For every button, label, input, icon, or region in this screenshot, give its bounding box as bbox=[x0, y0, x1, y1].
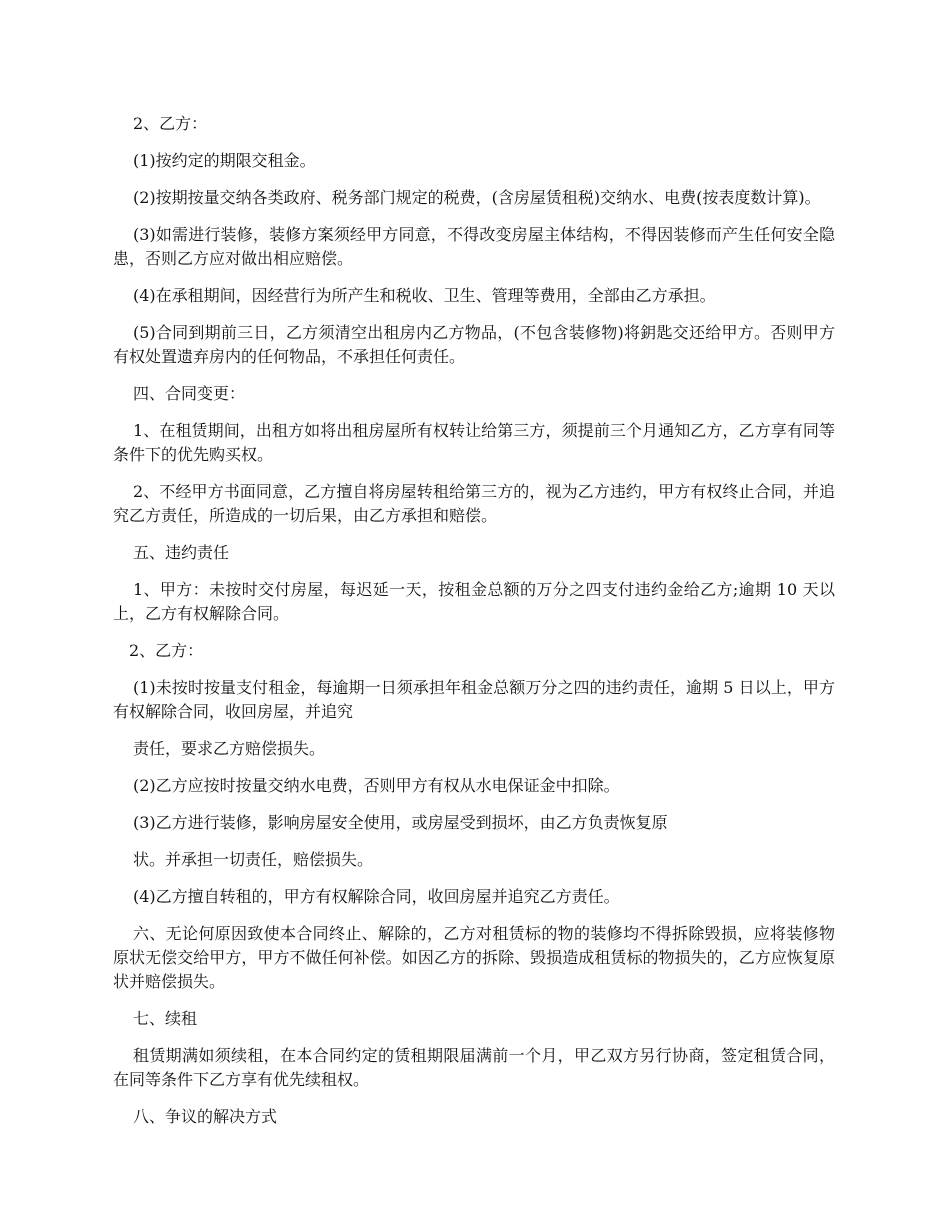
paragraph-renewal: 租赁期满如须续租，在本合同约定的赁租期限届满前一个月，甲乙双方另行协商，签定租赁合同，在同等条件下乙方享有优先续租权。 bbox=[113, 1046, 835, 1089]
paragraph-breach-b-clause-4: (4)乙方擅自转租的，甲方有权解除合同，收回房屋并追究乙方责任。 bbox=[133, 887, 620, 906]
paragraph-termination: 六、无论何原因致使本合同终止、解除的，乙方对租赁标的物的装修均不得拆除毁损，应将装修物原状无偿交给甲方，甲方不做任何补偿。如因乙方的拆除、毁损造成租赁标的物损失的，乙方应恢复原状并赔偿损失。 bbox=[113, 924, 835, 991]
paragraph-breach-b-clause-1: (1)未按时按量支付租金，每逾期一日须承担年租金总额万分之四的违约责任，逾期 5 日以上，甲方有权解除合同，收回房屋，并追究 bbox=[113, 678, 835, 721]
section-heading-renewal: 七、续租 bbox=[133, 1009, 198, 1028]
paragraph-breach-b-clause-1-cont: 责任，要求乙方赔偿损失。 bbox=[133, 739, 326, 758]
paragraph-breach-b-clause-3: (3)乙方进行装修，影响房屋安全使用，或房屋受到损坏，由乙方负责恢复原 bbox=[133, 813, 668, 832]
section-heading-breach: 五、违约责任 bbox=[133, 543, 230, 562]
paragraph-b-clause-5: (5)合同到期前三日，乙方须清空出租房内乙方物品，(不包含装修物)将鈅匙交还给甲方。否则甲方有权处置遗弃房内的任何物品，不承担任何责任。 bbox=[113, 323, 835, 366]
paragraph-breach-b-clause-3-cont: 状。并承担一切责任，赔偿损失。 bbox=[133, 850, 374, 869]
paragraph-breach-party-b-heading: 2、乙方： bbox=[129, 641, 204, 660]
paragraph-change-clause-2: 2、不经甲方书面同意，乙方擅自将房屋转租给第三方的，视为乙方违约，甲方有权终止合同，并追究乙方责任，所造成的一切后果，由乙方承担和赔偿。 bbox=[113, 482, 835, 525]
paragraph-b-clause-2: (2)按期按量交纳各类政府、税务部门规定的税费，(含房屋赁租税)交纳水、电费(按表度数计算)。 bbox=[133, 188, 821, 207]
paragraph-party-b-heading: 2、乙方： bbox=[133, 114, 208, 133]
paragraph-breach-party-a: 1、甲方：未按时交付房屋，每迟延一天，按租金总额的万分之四支付违约金给乙方;逾期 10 天以上，乙方有权解除合同。 bbox=[113, 580, 835, 623]
document-body bbox=[113, 112, 835, 1142]
paragraph-change-clause-1: 1、在租赁期间，出租方如将出租房屋所有权转让给第三方，须提前三个月通知乙方，乙方享有同等条件下的优先购买权。 bbox=[113, 421, 835, 464]
section-heading-contract-change: 四、合同变更： bbox=[133, 384, 246, 403]
paragraph-b-clause-4: (4)在承租期间，因经营行为所产生和税收、卫生、管理等费用，全部由乙方承担。 bbox=[133, 286, 716, 305]
paragraph-breach-b-clause-2: (2)乙方应按时按量交纳水电费，否则甲方有权从水电保证金中扣除。 bbox=[133, 776, 620, 795]
section-heading-dispute: 八、争议的解决方式 bbox=[133, 1107, 278, 1126]
paragraph-b-clause-3: (3)如需进行装修，装修方案须经甲方同意，不得改变房屋主体结构，不得因装修而产生任何安全隐患，否则乙方应对做出相应赔偿。 bbox=[113, 225, 835, 268]
paragraph-b-clause-1: (1)按约定的期限交租金。 bbox=[133, 151, 316, 170]
